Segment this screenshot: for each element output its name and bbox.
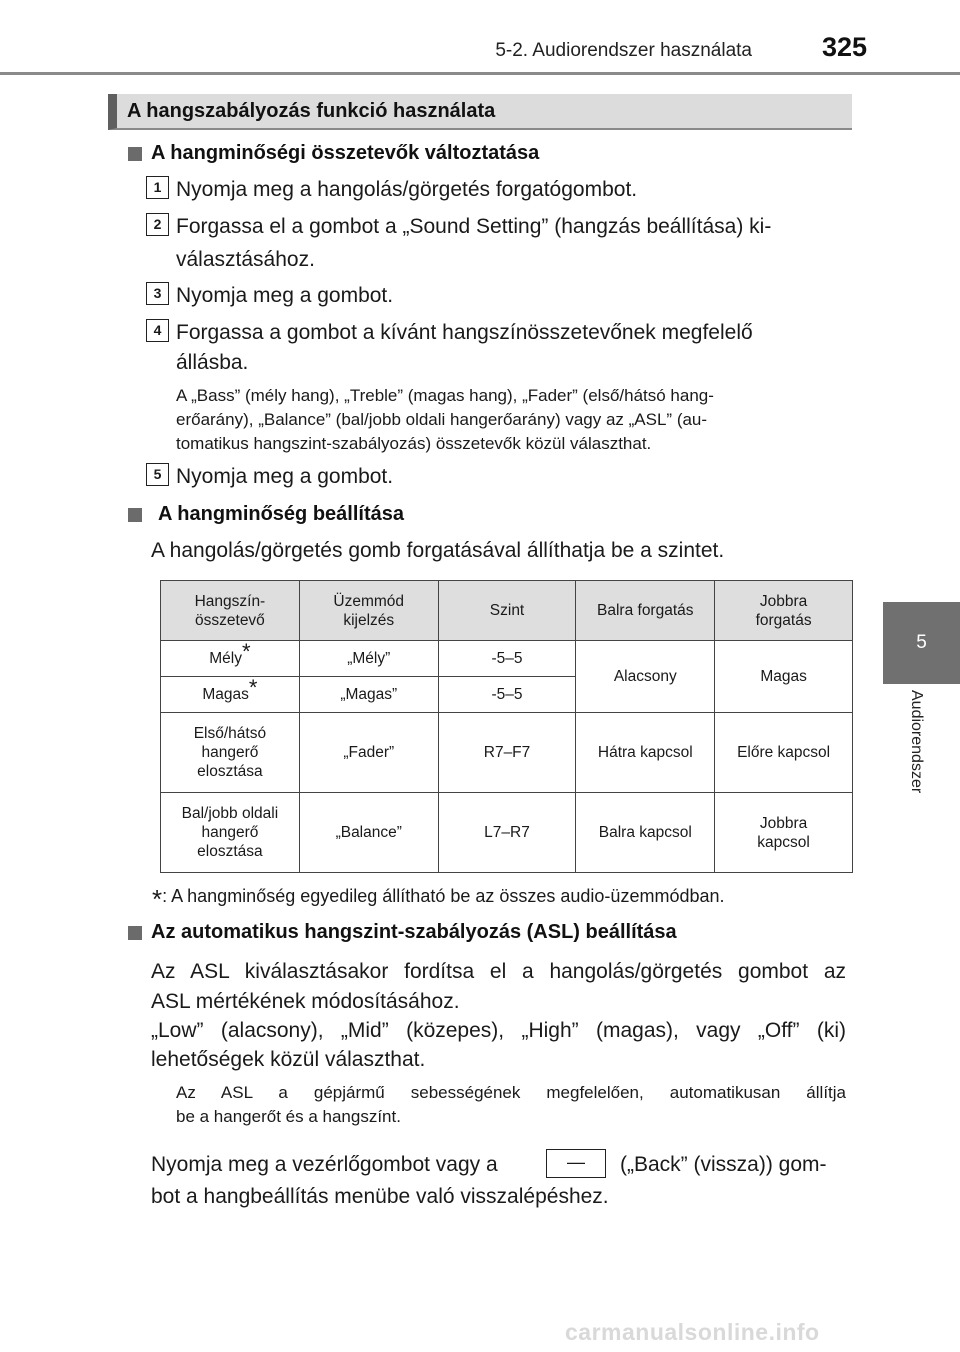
table-cell: Hátra kapcsol <box>576 713 715 793</box>
chapter-side-label-text: Audiorendszer <box>908 690 925 794</box>
table-cell: Balra kapcsol <box>576 793 715 873</box>
step-1-text: Nyomja meg a hangolás/görgetés forgatógombot. <box>176 178 638 201</box>
table-header-cell: Jobbra forgatás <box>715 581 853 641</box>
running-header-section: 5-2. Audiorendszer használata <box>495 40 752 61</box>
step-5-text: Nyomja meg a gombot. <box>176 465 394 488</box>
table-cell: Mély* <box>161 641 300 677</box>
part2-intro: A hangolás/görgetés gomb forgatásával állíthatja be a szintet. <box>151 539 725 562</box>
table-header-cell: Balra forgatás <box>576 581 715 641</box>
table-cell: „Mély” <box>299 641 438 677</box>
table-row <box>161 641 853 677</box>
bullet-square-icon <box>128 147 142 161</box>
step-4-line1: Forgassa a gombot a kívánt hangszínösszetevőnek megfelelő <box>176 321 753 344</box>
table-cell: Magas* <box>161 677 300 713</box>
table-cell: Jobbra kapcsol <box>715 793 853 873</box>
step-number-2: 2 <box>146 213 169 236</box>
bullet-square-icon <box>128 508 142 522</box>
table-header-cell: Üzemmód kijelzés <box>299 581 438 641</box>
bullet-square-icon <box>128 926 142 940</box>
table-cell: Előre kapcsol <box>715 713 853 793</box>
part3-heading: Az automatikus hangszint-szabályozás (ASL) beállítása <box>151 921 677 943</box>
table-header-cell: Hangszín- összetevő <box>161 581 300 641</box>
table-row <box>161 793 853 873</box>
part1-note-line1: A „Bass” (mély hang), „Treble” (magas hang), „Fader” (első/hátsó hang- <box>176 386 714 405</box>
table-cell: Magas <box>715 641 853 713</box>
part3-p2-line2: lehetőségek közül választhat. <box>151 1048 426 1071</box>
step-number-4: 4 <box>146 319 169 342</box>
table-cell: Első/hátsó hangerő elosztása <box>161 713 300 793</box>
step-2-line2: választásához. <box>176 248 315 271</box>
header-rule <box>0 72 960 75</box>
table-cell: „Balance” <box>299 793 438 873</box>
step-number-3: 3 <box>146 282 169 305</box>
part1-heading: A hangminőségi összetevők változtatása <box>151 142 540 164</box>
table-cell: R7–F7 <box>438 713 576 793</box>
table-footnote: *: A hangminőség egyedileg állítható be az összes audio-üzemmódban. <box>152 884 725 914</box>
table-cell: -5–5 <box>438 641 576 677</box>
watermark: carmanualsonline.info <box>565 1319 820 1345</box>
part3-p2-line1: „Low” (alacsony), „Mid” (közepes), „High” (magas), vagy „Off” (ki) <box>151 1019 846 1042</box>
part1-note-line3: tomatikus hangszint-szabályozás) összetevők közül választhat. <box>176 434 652 453</box>
step-3-text: Nyomja meg a gombot. <box>176 284 394 307</box>
back-button-icon: — <box>546 1149 606 1178</box>
step-number-1: 1 <box>146 176 169 199</box>
table-cell: Bal/jobb oldali hangerő elosztása <box>161 793 300 873</box>
table-cell: „Fader” <box>299 713 438 793</box>
sound-settings-table <box>160 580 853 873</box>
step-2-line1: Forgassa el a gombot a „Sound Setting” (hangzás beállítása) ki- <box>176 215 772 238</box>
section-title-bar <box>108 94 852 130</box>
closing-text-before: Nyomja meg a vezérlőgombot vagy a <box>151 1153 498 1176</box>
page-number: 325 <box>822 32 868 62</box>
section-title: A hangszabályozás funkció használata <box>127 100 496 122</box>
table-cell: „Magas” <box>299 677 438 713</box>
table-cell: -5–5 <box>438 677 576 713</box>
part3-p1-line1: Az ASL kiválasztásakor fordítsa el a hangolás/görgetés gombot az <box>151 960 846 983</box>
table-row <box>161 713 853 793</box>
part1-note-line2: erőarány), „Balance” (bal/jobb oldali hangerőarány) vagy az „ASL” (au- <box>176 410 708 429</box>
part3-p1-line2: ASL mértékének módosításához. <box>151 990 460 1013</box>
table-header-row <box>161 581 853 641</box>
table-header-cell: Szint <box>438 581 576 641</box>
closing-line2: bot a hangbeállítás menübe való visszalépéshez. <box>151 1185 609 1208</box>
part2-heading: A hangminőség beállítása <box>158 503 404 525</box>
part3-note-line2: be a hangerőt és a hangszínt. <box>176 1107 401 1126</box>
closing-text-after: („Back” (vissza)) gom- <box>620 1153 827 1176</box>
step-4-line2: állásba. <box>176 351 249 374</box>
part3-note-line1: Az ASL a gépjármű sebességének megfelelően, automatikusan állítja <box>176 1083 846 1102</box>
table-cell: Alacsony <box>576 641 715 713</box>
table-cell: L7–R7 <box>438 793 576 873</box>
chapter-tab: 5 <box>883 602 960 684</box>
step-number-5: 5 <box>146 463 169 486</box>
chapter-side-label <box>886 690 946 830</box>
